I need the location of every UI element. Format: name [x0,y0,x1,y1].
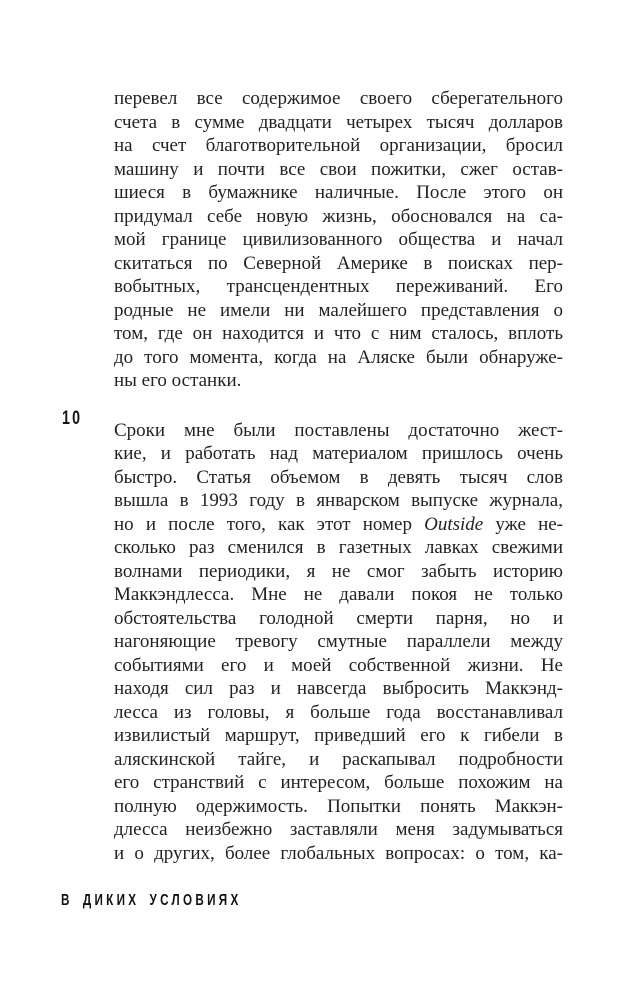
text-line: аляскинской тайге, и раскапывал подробности [114,748,563,770]
text-line: скитаться по Северной Америке в поисках пер- [114,252,563,274]
magazine-title-italic: Outside [424,513,484,535]
text-line: волнами периодики, я не смог забыть историю [114,560,563,582]
text-line: родные не имели ни малейшего представления о [114,299,563,321]
line-segment: уже не- [483,513,563,535]
text-line: извилистый маршрут, приведший его к гибели в [114,725,563,746]
paragraph-1 [114,87,563,393]
text-line: Сроки мне были поставлены достаточно жест- [114,419,563,441]
text-line: том, где он находится и что с ним сталось, вплоть [114,323,563,344]
text-line: Маккэндлесса. Мне не давали покоя не только [114,584,563,605]
text-line-with-italic [114,513,563,537]
margin-chapter-number: 10 [62,408,83,429]
text-line: на счет благотворительной организации, бросил [114,135,563,156]
paragraph-2 [114,419,563,866]
text-line: вобытных, трансцендентных переживаний. Его [114,276,563,297]
text-line: придумал себе новую жизнь, обосновался на са- [114,205,563,227]
text-line: его странствий с интересом, больше похожим на [114,772,563,793]
text-line: находя сил раз и навсегда выбросить Маккэнд- [114,678,563,699]
line-segment: но и после того, как этот номер [114,513,425,535]
body-text-block [114,87,563,865]
footer-book-title: В ДИКИХ УСЛОВИЯХ [61,892,242,909]
text-line: до того момента, когда на Аляске были обнаруже- [114,346,563,368]
text-line: сколько раз сменился в газетных лавках свежими [114,537,563,558]
text-line: шиеся в бумажнике наличные. После этого он [114,182,563,203]
text-line: перевел все содержимое своего сберегательного [114,88,563,109]
text-line: ны его останки. [114,370,242,391]
text-line: полную одержимость. Попытки понять Маккэн- [114,795,563,817]
text-line: и о других, более глобальных вопросах: о том, ка- [114,842,563,864]
text-line: событиями его и моей собственной жизни. Не [114,654,563,676]
text-line: лесса из головы, я больше года восстанавливал [114,701,563,723]
text-line: машину и почти все свои пожитки, сжег остав- [114,158,563,180]
text-line: мой границе цивилизованного общества и начал [114,229,563,250]
text-line: кие, и работать над материалом пришлось очень [114,443,563,464]
text-line: длесса неизбежно заставляли меня задумываться [114,819,563,840]
text-line: вышла в 1993 году в январском выпуске журнала, [114,490,563,511]
text-line: счета в сумме двадцати четырех тысяч долларов [114,111,563,133]
text-line: быстро. Статья объемом в девять тысяч слов [114,466,563,488]
text-line: нагоняющие тревогу смутные параллели между [114,631,563,652]
text-line: обстоятельства голодной смерти парня, но и [114,607,563,629]
